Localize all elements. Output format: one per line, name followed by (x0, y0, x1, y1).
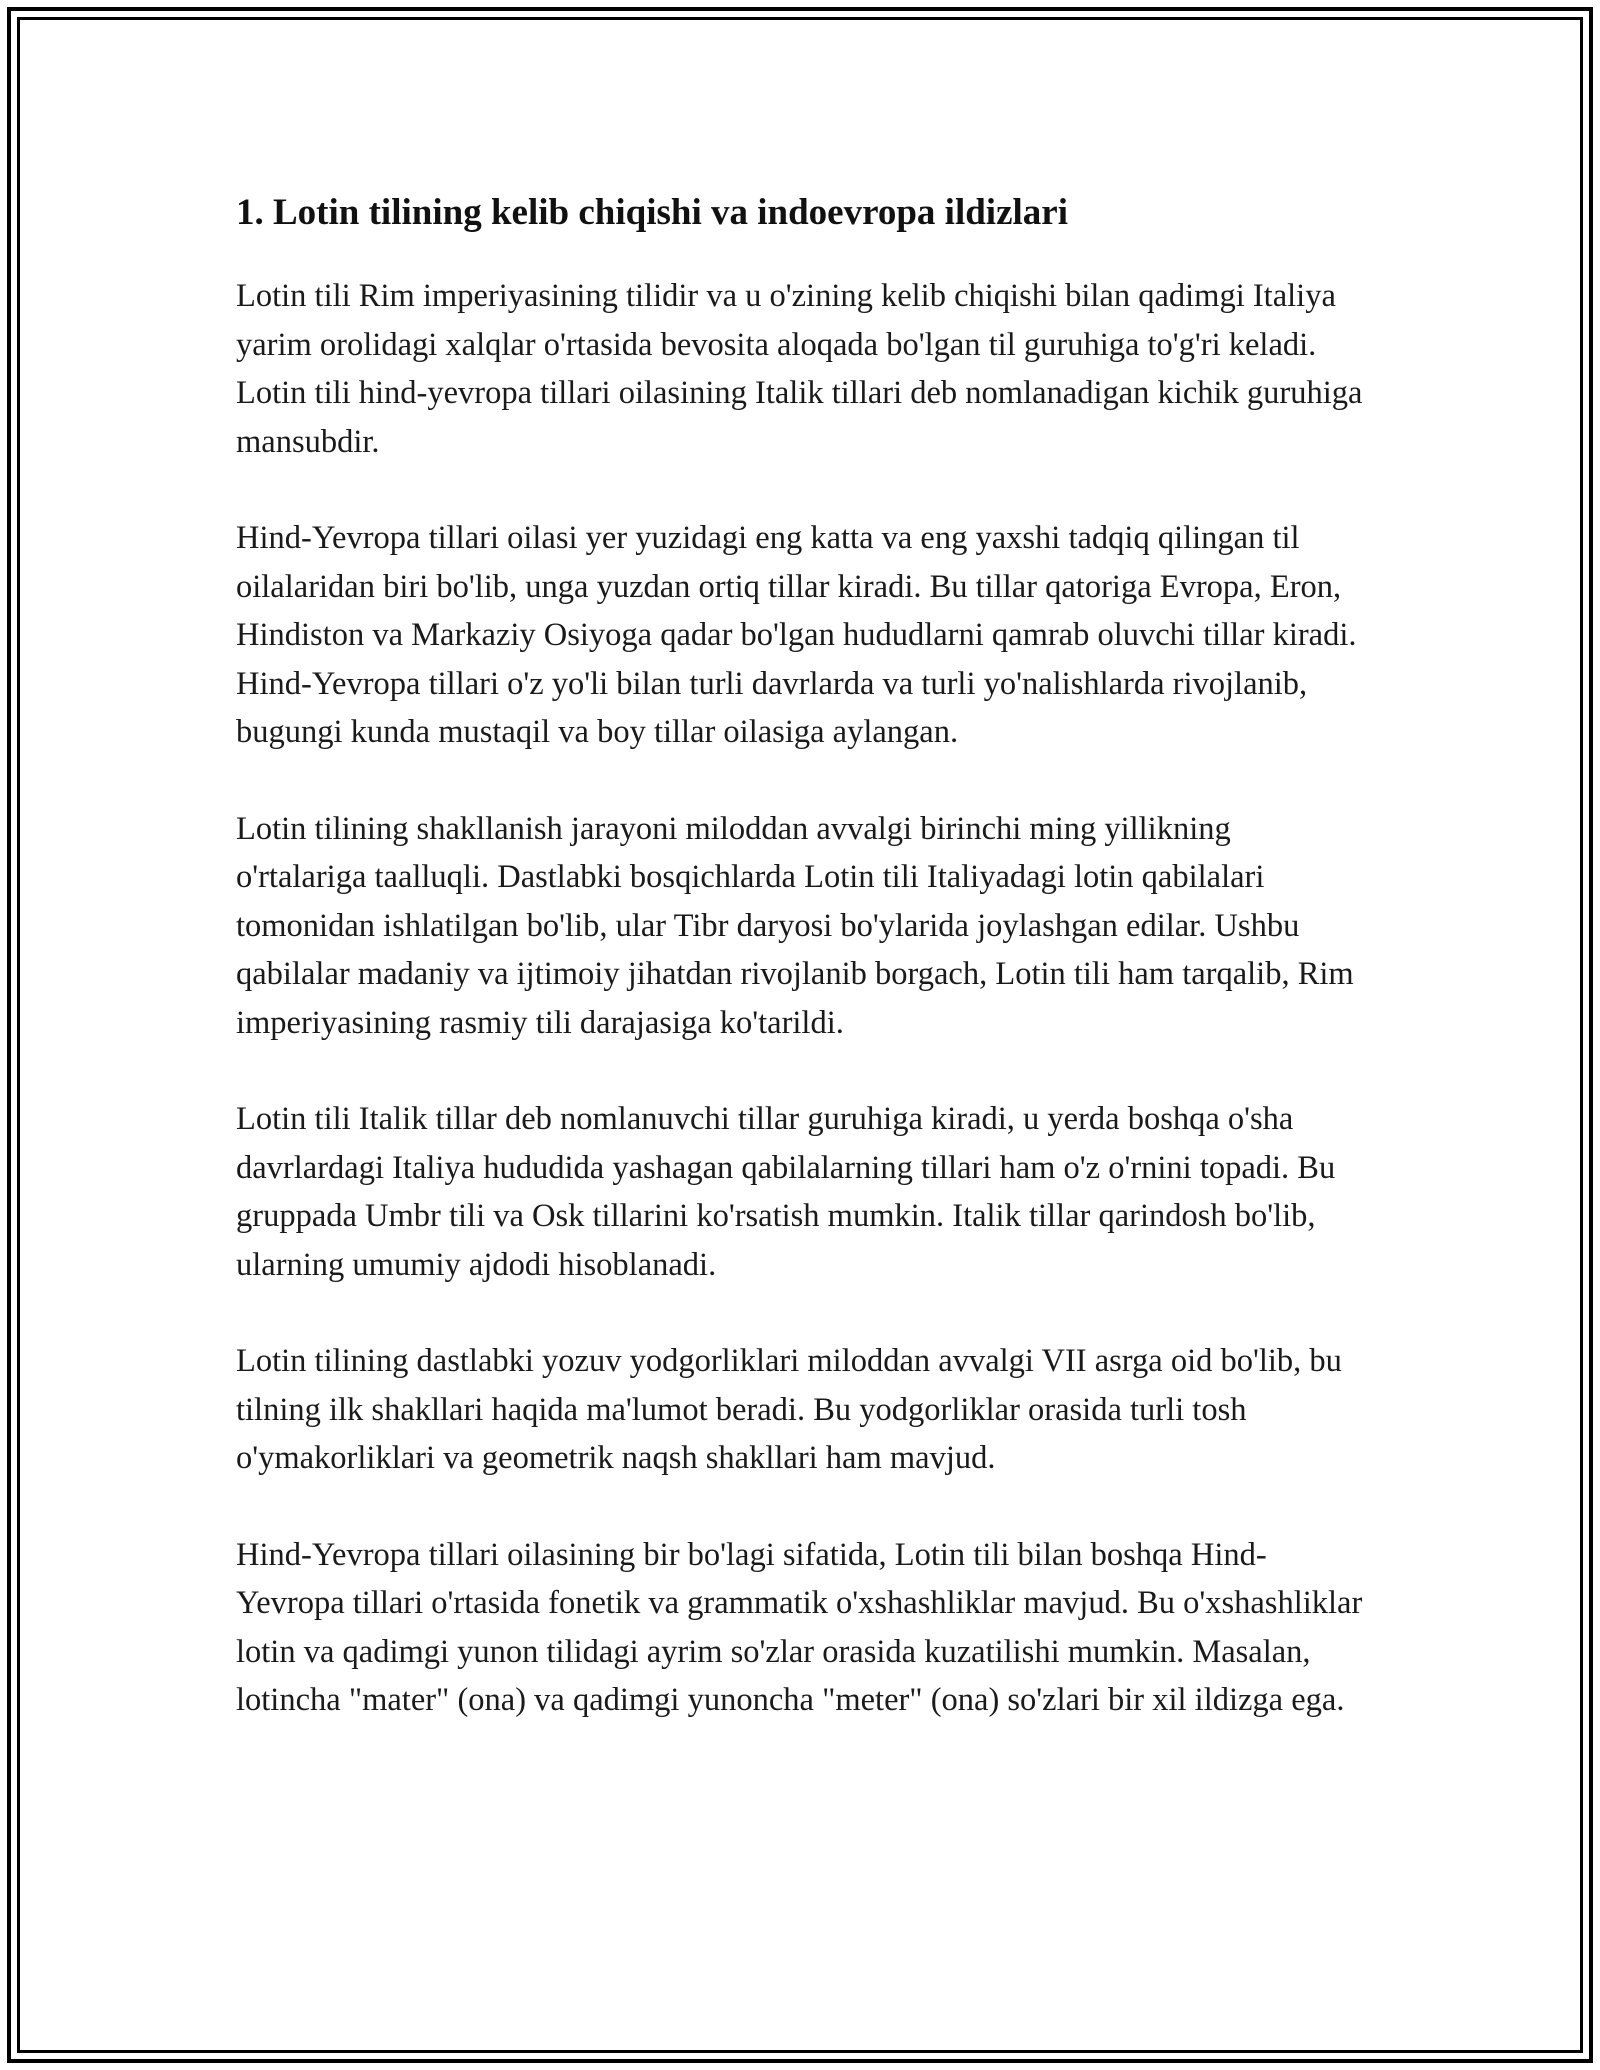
paragraph-similarities: Hind-Yevropa tillari oilasining bir bo'lagi sifatida, Lotin tili bilan boshqa Hind-Yevropa tillari o'rtasida fonetik va grammatik o'xshashliklar mavjud. Bu o'xshashliklar lotin va qadimgi yunon tilidagi ayrim so'zlar orasida kuzatilishi mumkin. Masalan, lotincha "mater" (ona) va qadimgi yunoncha "meter" (ona) so'zlari bir xil ildizga ega. (236, 1536, 1363, 1718)
paragraph-latin-origin: Lotin tili Rim imperiyasining tilidir va u o'zining kelib chiqishi bilan qadimgi Italiya yarim orolidagi xalqlar o'rtasida bevosita aloqada bo'lgan til guruhiga to'g'ri keladi. Lotin tili hind-yevropa tillari oilasining Italik tillari deb nomlanadigan kichik guruhiga mansubdir. (236, 278, 1363, 460)
paragraph-latin-formation: Lotin tilining shakllanish jarayoni miloddan avvalgi birinchi ming yillikning o'rtalariga taalluqli. Dastlabki bosqichlarda Lotin tili Italiyadagi lotin qabilalari tomonidan ishlatilgan bo'lib, ular Tibr daryosi bo'ylarida joylashgan edilar. Ushbu qabilalar madaniy va ijtimoiy jihatdan rivojlanib borgach, Lotin tili ham tarqalib, Rim imperiyasining rasmiy tili darajasiga ko'tarildi. (236, 810, 1354, 1041)
section-heading: 1. Lotin tilining kelib chiqishi va indoevropa ildizlari (236, 192, 1068, 233)
paragraph-indo-european-family: Hind-Yevropa tillari oilasi yer yuzidagi eng katta va eng yaxshi tadqiq qilingan til oilalaridan biri bo'lib, unga yuzdan ortiq tillar kiradi. Bu tillar qatoriga Evropa, Eron, Hindiston va Markaziy Osiyoga qadar bo'lgan hududlarni qamrab oluvchi tillar kiradi. Hind-Yevropa tillari o'z yo'li bilan turli davrlarda va turli yo'nalishlarda rivojlanib, bugungi kunda mustaqil va boy tillar oilasiga aylangan. (236, 520, 1357, 750)
paragraph-written-monuments: Lotin tilining dastlabki yozuv yodgorliklari miloddan avvalgi VII asrga oid bo'lib, bu tilning ilk shakllari haqida ma'lumot beradi. Bu yodgorliklar orasida turli tosh o'ymakorliklari va geometrik naqsh shakllari ham mavjud. (236, 1343, 1342, 1476)
document-body (236, 186, 1366, 1773)
paragraph-italic-languages: Lotin tili Italik tillar deb nomlanuvchi tillar guruhiga kiradi, u yerda boshqa o'sha davrlardagi Italiya hududida yashagan qabilalarning tillari ham o'z o'rnini topadi. Bu gruppada Umbr tili va Osk tillarini ko'rsatish mumkin. Italik tillar qarindosh bo'lib, ularning umumiy ajdodi hisoblanadi. (236, 1101, 1336, 1283)
